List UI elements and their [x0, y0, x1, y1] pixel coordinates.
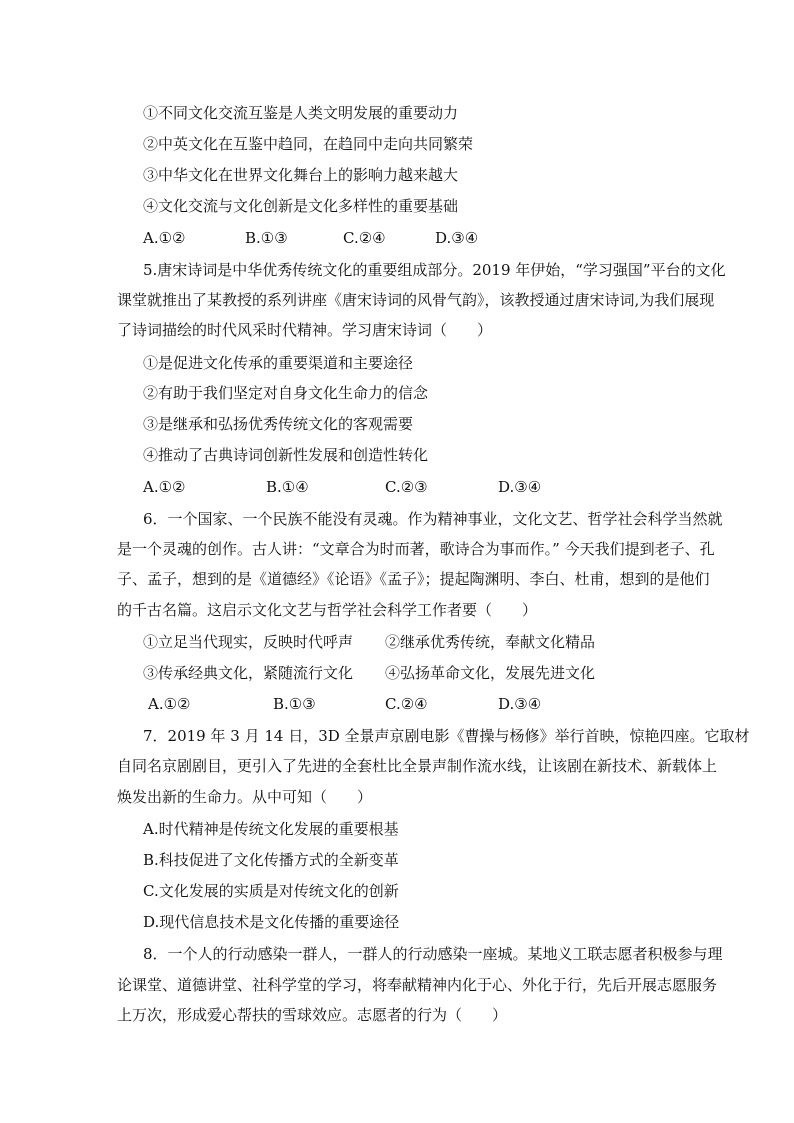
q4-item-2: ②中英文化在互鉴中趋同，在趋同中走向共同繁荣 [143, 135, 474, 153]
q8-stem-line-1: 8．一个人的行动感染一群人，一群人的行动感染一座城。某地义工联志愿者积极参与理 [143, 945, 723, 963]
q6-choice-d: D.③④ [498, 695, 542, 713]
q6-stem-line-1: 6．一个国家、一个民族不能没有灵魂。作为精神事业，文化文艺、哲学社会科学当然就 [143, 510, 723, 528]
q4-choice-c: C.②④ [343, 229, 386, 247]
q6-item-1: ①立足当代现实，反映时代呼声 [143, 633, 354, 651]
q4-item-4: ④文化交流与文化创新是文化多样性的重要基础 [143, 197, 459, 215]
q7-stem-line-2: 自同名京剧剧目，更引入了先进的全套杜比全景声制作流水线，让该剧在新技术、新载体上 [117, 757, 718, 775]
q5-choice-c: C.②③ [385, 478, 428, 496]
q5-item-3: ③是继承和弘扬优秀传统文化的客观需要 [143, 415, 414, 433]
q4-choice-b: B.①③ [245, 229, 288, 247]
q5-choice-b: B.①④ [266, 478, 309, 496]
q6-choice-c: C.②④ [385, 695, 428, 713]
q5-choice-d: D.③④ [498, 478, 542, 496]
q7-choice-c: C.文化发展的实质是对传统文化的创新 [143, 882, 399, 900]
q7-choice-d: D.现代信息技术是文化传播的重要途径 [143, 913, 400, 931]
q5-item-4: ④推动了古典诗词创新性发展和创造性转化 [143, 446, 429, 464]
q6-choice-a: A.①② [148, 695, 191, 713]
q5-item-2: ②有助于我们坚定对自身文化生命力的信念 [143, 384, 429, 402]
q5-stem-line-2: 课堂就推出了某教授的系列讲座《唐宋诗词的风骨气韵》，该教授通过唐宋诗词,为我们展现 [117, 291, 715, 309]
q5-choice-a: A.①② [143, 478, 186, 496]
q7-choice-a: A.时代精神是传统文化发展的重要根基 [143, 820, 399, 838]
q4-item-3: ③中华文化在世界文化舞台上的影响力越来越大 [143, 166, 459, 184]
q8-stem-line-2: 论课堂、道德讲堂、社科学堂的学习，将奉献精神内化于心、外化于行，先后开展志愿服务 [117, 976, 718, 994]
q4-item-1: ①不同文化交流互鉴是人类文明发展的重要动力 [143, 104, 459, 122]
q6-item-3: ③传承经典文化，紧随流行文化 [143, 664, 354, 682]
q4-choice-d: D.③④ [435, 229, 479, 247]
q7-stem-line-1: 7．2019 年 3 月 14 日，3D 全景声京剧电影《曹操与杨修》举行首映，惊艳四座。它取材 [143, 727, 750, 745]
q6-stem-line-4: 的千古名篇。这启示文化文艺与哲学社会科学工作者要（ ） [117, 601, 538, 619]
q6-item-4: ④弘扬革命文化，发展先进文化 [385, 664, 596, 682]
q5-stem-line-1: 5.唐宋诗词是中华优秀传统文化的重要组成部分。2019 年伊始，“学习强国”平台的文化 [143, 261, 726, 279]
q7-stem-line-3: 焕发出新的生命力。从中可知（ ） [117, 788, 373, 806]
q7-choice-b: B.科技促进了文化传播方式的全新变革 [143, 851, 399, 869]
q4-choice-a: A.①② [143, 229, 186, 247]
q5-item-1: ①是促进文化传承的重要渠道和主要途径 [143, 354, 414, 372]
q6-choice-b: B.①③ [273, 695, 316, 713]
q6-item-2: ②继承优秀传统，奉献文化精品 [385, 633, 596, 651]
q8-stem-line-3: 上万次，形成爱心帮扶的雪球效应。志愿者的行为（ ） [117, 1006, 508, 1024]
q5-stem-line-3: 了诗词描绘的时代风采时代精神。学习唐宋诗词（ ） [117, 321, 493, 339]
q6-stem-line-3: 子、孟子，想到的是《道德经》《论语》《孟子》；提起陶渊明、李白、杜甫，想到的是他们 [117, 570, 710, 588]
q6-stem-line-2: 是一个灵魂的创作。古人讲：“文章合为时而著，歌诗合为事而作。” 今天我们提到老子、孔 [117, 540, 715, 558]
